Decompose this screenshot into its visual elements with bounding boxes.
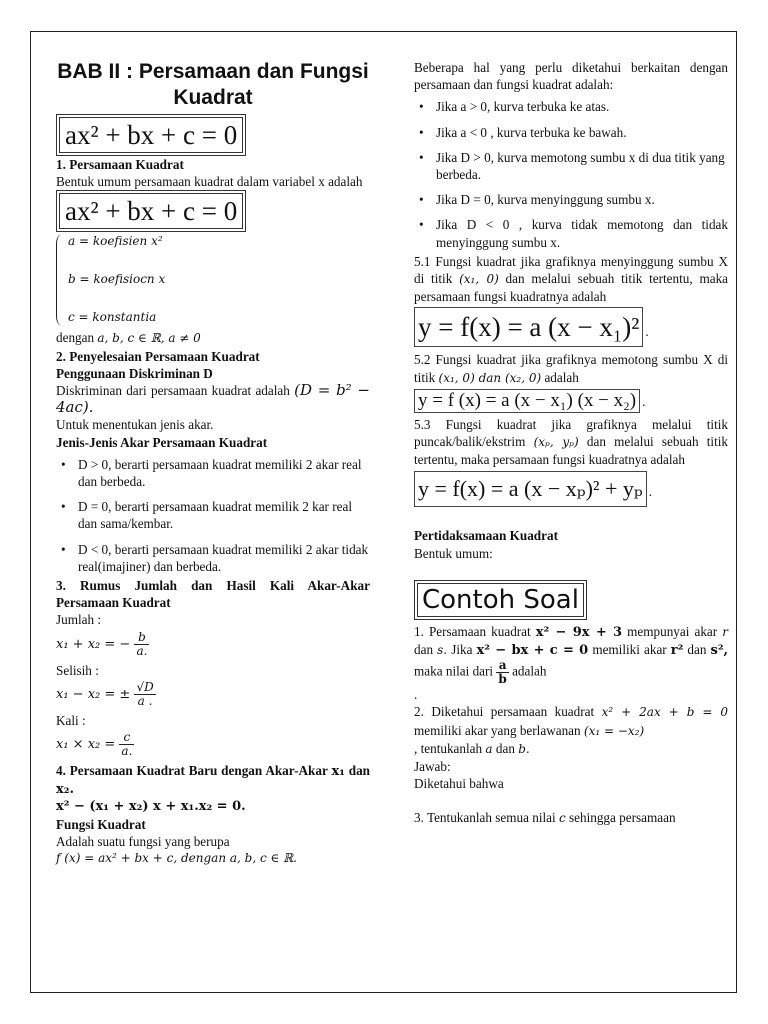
numerator: a: [496, 659, 508, 673]
q1-equation-2: x² − bx + c = 0: [476, 643, 589, 659]
list-item: • D > 0, berarti persamaan kuadrat memiliki 2 akar real dan berbeda.: [56, 456, 370, 490]
section-1-text: Bentuk umum persamaan kuadrat dalam variabel x adalah: [56, 174, 363, 190]
general-form-box-2: [56, 190, 246, 232]
list-item: • D < 0, berarti persamaan kuadrat memiliki 2 akar tidak real(imajiner) dan berbeda.: [56, 541, 370, 575]
list-item: • Jika D = 0, kurva menyinggung sumbu x.: [414, 191, 728, 208]
case-5-1-text: [414, 253, 728, 306]
denominator: a.: [136, 643, 148, 658]
inequality-heading: Pertidaksamaan Kuadrat: [414, 528, 558, 544]
q2-condition: (x₁ = −x₂): [583, 723, 645, 738]
case-5-2-formula: y = f (x) = a (x − x₁) (x − x₂): [414, 389, 640, 413]
q1-trailing-dot: .: [414, 687, 418, 703]
kali-fraction: [119, 731, 134, 758]
q2-dan: dan: [495, 740, 515, 756]
quadratic-function-text: Adalah suatu fungsi yang berupa: [56, 833, 230, 849]
section-3-heading: 3. Rumus Jumlah dan Hasil Kali Akar-Akar Persamaan Kuadrat: [56, 578, 370, 611]
list-item: • Jika D > 0, kurva memotong sumbu x di dua titik yang berbeda.: [414, 149, 728, 183]
dengan-label: dengan: [56, 330, 95, 346]
q1-r-squared: r²: [670, 643, 684, 659]
case-5-3-text: [414, 416, 728, 469]
q1-s: s.: [437, 643, 448, 658]
properties-list: [414, 98, 728, 250]
q1-jika: Jika: [451, 642, 473, 658]
quadratic-function-heading: Fungsi Kuadrat: [56, 816, 146, 832]
case-5-1-point: (x₁, 0): [459, 272, 499, 287]
section-2-heading: 2. Penyelesaian Persamaan Kuadrat: [56, 348, 260, 364]
kali-lhs: x₁ × x₂ =: [56, 737, 116, 753]
case-5-3-formula-wrap: [414, 471, 728, 507]
q2-jawab: Jawab:: [414, 759, 451, 775]
case-5-3-part-b: dan melalui sebuah titik tertentu, maka persamaan fungsi kuadratnya adalah: [414, 434, 729, 468]
list-item: • Jika a < 0 , kurva terbuka ke bawah.: [414, 124, 728, 141]
q2-var-b: b.: [518, 741, 530, 756]
general-form-formula: ax² + bx + c = 0: [59, 117, 243, 153]
root-types-list: [56, 456, 370, 575]
q2-part-a: 2. Diketahui persamaan kuadrat: [414, 704, 595, 720]
case-5-3-formula: y = f(x) = a (x − xₚ)² + yₚ: [414, 471, 647, 507]
case-5-1-part-a: 5.1 Fungsi kuadrat jika grafiknya menyinggung sumbu X di titik: [414, 253, 728, 287]
denominator: a .: [137, 693, 153, 708]
case-5-2-part-a: 5.2 Fungsi kuadrat jika grafiknya memotong sumbu X di titik: [414, 352, 728, 385]
q2-diketahui: Diketahui bahwa: [414, 776, 504, 792]
case-5-1-part-b: dan melalui sebuah titik tertentu, maka persamaan fungsi kuadratnya adalah: [414, 271, 729, 305]
coef-b: b = koefisiocn x: [68, 272, 166, 287]
case-5-1-formula: y = f(x) = a (x − x₁)²: [414, 307, 643, 347]
numerator: b: [134, 631, 149, 645]
q1-part-c: memiliki akar: [592, 642, 667, 658]
q2-part-b: memiliki akar yang berlawanan: [414, 722, 581, 738]
q3-c: c: [558, 811, 566, 826]
q1-fraction: [496, 659, 508, 686]
new-equation-formula: x² − (x₁ + x₂) x + x₁.x₂ = 0.: [56, 799, 246, 815]
x1-symbol: x₁: [331, 764, 345, 780]
example-problems-box: [414, 580, 587, 620]
q3-part-b: sehingga persamaan: [569, 810, 676, 826]
case-5-3-part-a: 5.3 Fungsi kuadrat jika grafiknya melalui titik puncak/balik/ekstrim: [414, 416, 728, 450]
q1-part-d: maka nilai dari: [414, 663, 494, 679]
selisih-fraction: [134, 681, 155, 708]
q1-part-b: mempunyai akar: [627, 623, 718, 639]
list-item: • D = 0, berarti persamaan kuadrat memilik 2 kar real dan sama/kembar.: [56, 498, 370, 532]
inequality-text: Bentuk umum:: [414, 545, 493, 561]
discriminant-purpose: Untuk menentukan jenis akar.: [56, 417, 214, 433]
q1-equation: x² − 9x + 3: [535, 624, 623, 640]
q1-part-e: adalah: [512, 663, 547, 679]
left-column: [56, 32, 370, 867]
coef-c: c = konstantia: [68, 310, 157, 325]
general-form-box: [56, 114, 246, 156]
coef-a: a = koefisien x²: [68, 234, 163, 249]
dengan-math: a, b, c ∈ ℝ, a ≠ 0: [97, 331, 201, 346]
q2-part-c: , tentukanlah: [414, 740, 483, 756]
numerator: √D: [136, 679, 154, 694]
section-4-heading: [56, 762, 370, 798]
section-1-heading: 1. Persamaan Kuadrat: [56, 157, 184, 172]
general-form-formula-2: ax² + bx + c = 0: [59, 193, 243, 229]
kali-label: Kali :: [56, 712, 86, 728]
period: .: [642, 393, 646, 409]
discriminant-text: [56, 382, 370, 416]
section-4-title: 4. Persamaan Kuadrat Baru dengan Akar-Akar: [56, 763, 328, 779]
question-3: [414, 809, 728, 827]
discriminant-text-1: Diskriminan dari persamaan kuadrat adalah: [56, 383, 290, 399]
left-brace: [56, 234, 63, 326]
q1-r: r: [722, 624, 728, 639]
q2-ask: [414, 740, 728, 758]
list-item: • Jika D < 0 , kurva tidak memotong dan tidak menyinggung sumbu x.: [414, 216, 728, 250]
q1-dan: dan: [414, 642, 434, 658]
period: .: [645, 324, 649, 340]
case-5-2-part-b: adalah: [544, 369, 579, 385]
numerator: c: [119, 731, 134, 745]
q1-dan-2: dan: [687, 642, 707, 658]
coefficient-definitions: [56, 234, 370, 329]
right-column: [414, 32, 728, 828]
q2-equation: x² + 2ax + b = 0: [601, 705, 728, 720]
section-2-subheading: Penggunaan Diskriminan D: [56, 365, 213, 381]
selisih-formula: [56, 681, 370, 708]
root-types-heading: Jenis-Jenis Akar Persamaan Kuadrat: [56, 434, 268, 450]
question-2: [414, 703, 728, 739]
period: .: [648, 484, 653, 500]
jumlah-formula: [56, 631, 370, 658]
jumlah-label: Jumlah :: [56, 612, 102, 628]
q3-part-a: 3. Tentukanlah semua nilai: [414, 810, 556, 826]
case-5-3-point: (xₚ, yₚ): [533, 435, 579, 450]
quadratic-function-formula: f (x) = ax² + bx + c, dengan a, b, c ∈ ℝ.: [56, 851, 297, 866]
case-5-2-text: [414, 351, 728, 386]
chapter-title: BAB II : Persamaan dan Fungsi Kuadrat: [57, 60, 369, 109]
case-5-2-points: (x₁, 0) dan (x₂, 0): [438, 370, 542, 385]
denominator: a.: [121, 744, 133, 759]
document-page: [30, 31, 737, 993]
kali-formula: [56, 731, 370, 758]
question-1: [414, 623, 728, 686]
denominator: b: [498, 672, 507, 687]
selisih-label: Selisih :: [56, 662, 99, 678]
discriminant-formula: (D = b² − 4ac).: [56, 381, 370, 417]
properties-intro: Beberapa hal yang perlu diketahui berkaitan dengan persamaan dan fungsi kuadrat adalah:: [414, 60, 728, 93]
list-item: • Jika a > 0, kurva terbuka ke atas.: [414, 98, 728, 115]
dan-word: dan: [348, 763, 371, 779]
selisih-lhs: x₁ − x₂ = ±: [56, 686, 131, 702]
example-problems-title: Contoh Soal: [417, 583, 584, 617]
case-5-1-formula-wrap: [414, 307, 728, 347]
jumlah-fraction: [134, 631, 149, 658]
q1-s-squared: s²,: [710, 643, 729, 659]
q1-part-a: 1. Persamaan kuadrat: [414, 623, 531, 639]
q2-var-a: a: [485, 741, 493, 756]
case-5-2-formula-wrap: [414, 389, 728, 413]
dengan-line: [56, 329, 370, 347]
x2-symbol: x₂.: [56, 782, 74, 798]
jumlah-lhs: x₁ + x₂ = −: [56, 636, 131, 652]
